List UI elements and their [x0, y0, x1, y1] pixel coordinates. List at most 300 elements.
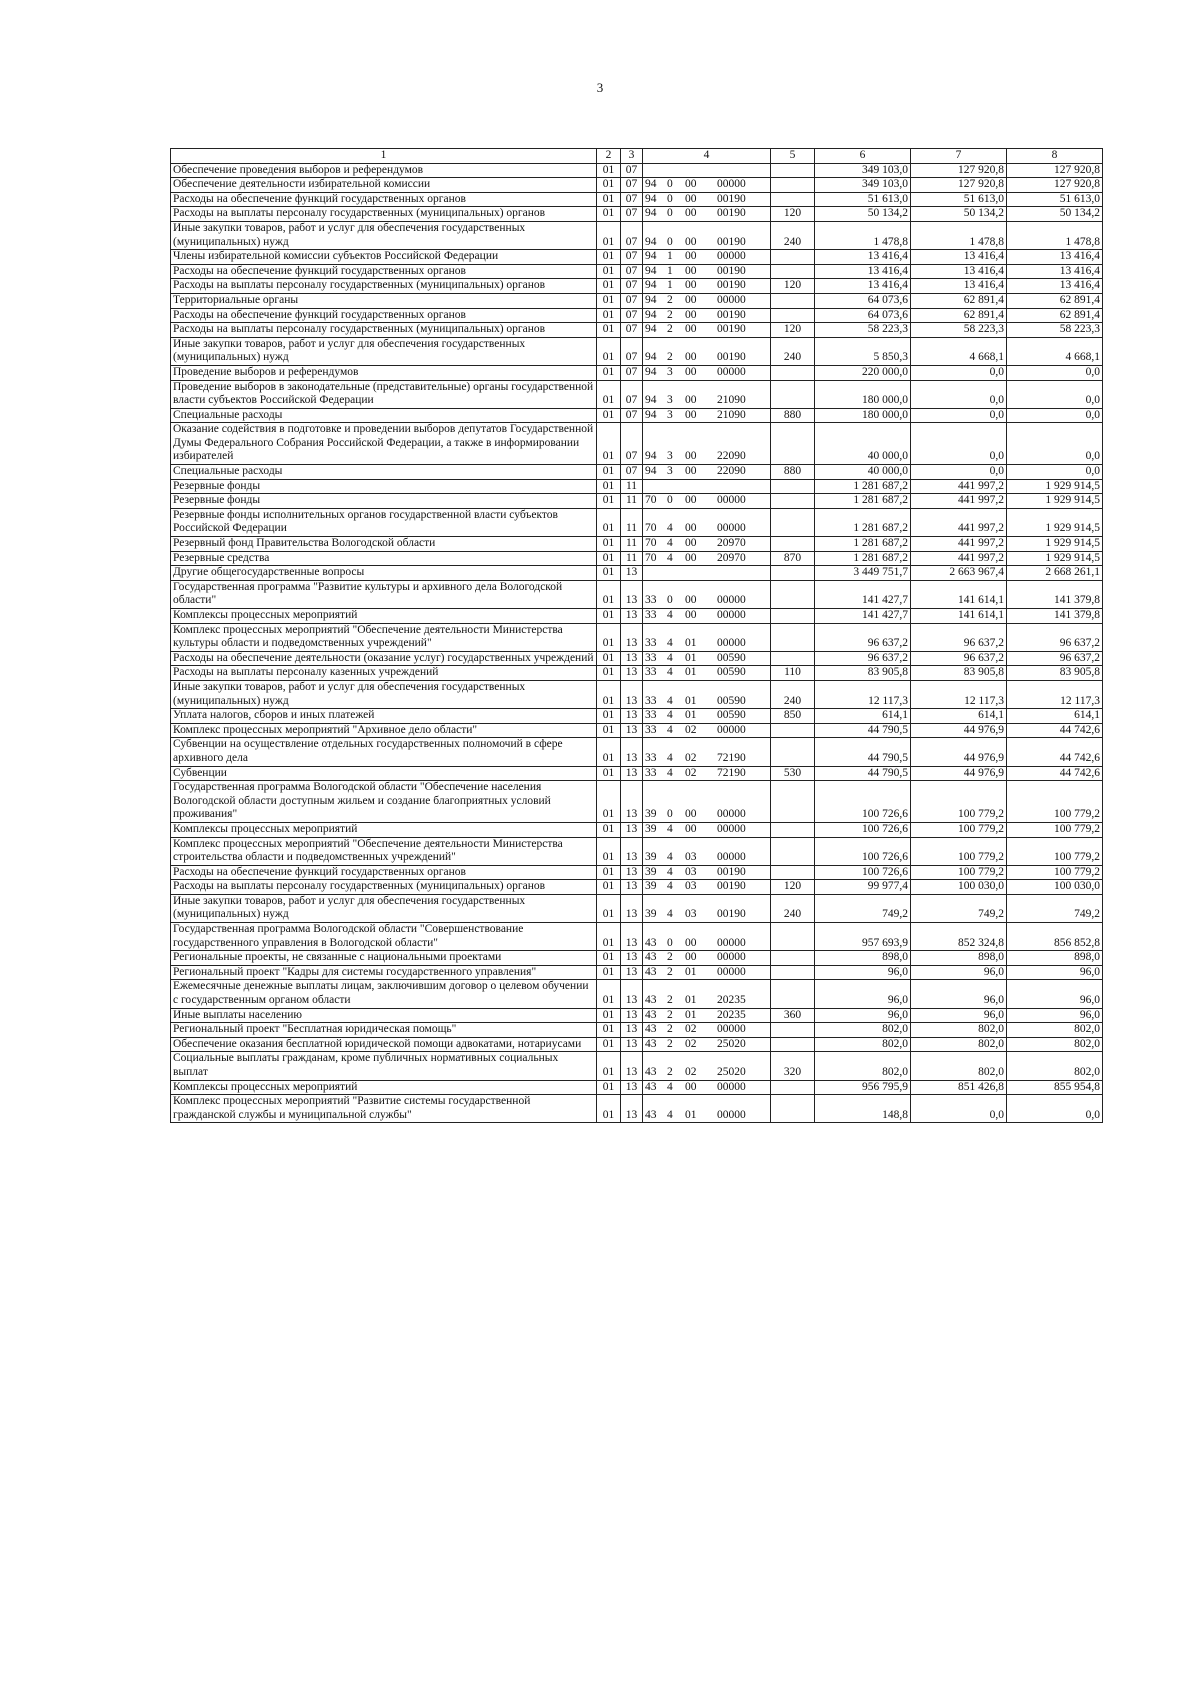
- row-section: 01: [597, 951, 621, 966]
- target-code-part: 00: [685, 494, 697, 507]
- row-target-code: [643, 279, 771, 294]
- row-amount-col6: 349 103,0: [815, 163, 911, 178]
- target-code-part: 00: [685, 936, 697, 949]
- row-amount-col8: 12 117,3: [1007, 680, 1103, 708]
- row-name: Государственная программа Вологодской области "Совершенствование государственного управления в Вологодской области": [171, 923, 597, 951]
- target-code-part: 4: [667, 537, 673, 550]
- row-expense-type: [771, 1037, 815, 1052]
- row-amount-col7: 0,0: [911, 380, 1007, 408]
- row-section: 01: [597, 308, 621, 323]
- target-code-part: 00: [685, 408, 697, 421]
- target-code-part: 94: [645, 264, 657, 277]
- row-target-code: [643, 923, 771, 951]
- target-code-part: 25020: [717, 1066, 746, 1078]
- row-amount-col6: 141 427,7: [815, 580, 911, 608]
- row-amount-col8: 100 779,2: [1007, 865, 1103, 880]
- row-subsection: 07: [621, 365, 643, 380]
- row-target-code: [643, 465, 771, 480]
- target-code-part: 00190: [717, 351, 746, 364]
- row-expense-type: [771, 822, 815, 837]
- row-amount-col6: 1 281 687,2: [815, 551, 911, 566]
- row-name: Расходы на обеспечение функций государственных органов: [171, 308, 597, 323]
- row-expense-type: [771, 423, 815, 465]
- target-code-part: 0: [667, 594, 673, 607]
- target-code-part: 43: [645, 994, 657, 1007]
- row-amount-col6: 64 073,6: [815, 293, 911, 308]
- row-name: Члены избирательной комиссии субъектов Российской Федерации: [171, 250, 597, 265]
- target-code-part: 43: [645, 1080, 657, 1093]
- row-amount-col7: 96,0: [911, 980, 1007, 1008]
- row-amount-col7: 62 891,4: [911, 308, 1007, 323]
- target-code-part: 00590: [717, 694, 746, 707]
- row-amount-col8: 96 637,2: [1007, 651, 1103, 666]
- row-name: Резервные фонды исполнительных органов государственной власти субъектов Российской Федерации: [171, 508, 597, 536]
- table-row: [171, 408, 1103, 423]
- row-amount-col8: 1 929 914,5: [1007, 508, 1103, 536]
- target-code-part: 2: [667, 994, 673, 1007]
- row-section: 01: [597, 221, 621, 249]
- row-amount-col8: 0,0: [1007, 365, 1103, 380]
- row-target-code: [643, 580, 771, 608]
- row-expense-type: 120: [771, 323, 815, 338]
- row-amount-col6: 1 281 687,2: [815, 508, 911, 536]
- row-subsection: 13: [621, 580, 643, 608]
- row-name: Расходы на выплаты персоналу государственных (муниципальных) органов: [171, 207, 597, 222]
- row-expense-type: [771, 537, 815, 552]
- row-section: 01: [597, 1080, 621, 1095]
- row-amount-col8: 100 779,2: [1007, 837, 1103, 865]
- table-row: [171, 279, 1103, 294]
- row-target-code: [643, 423, 771, 465]
- row-section: 01: [597, 1023, 621, 1038]
- row-amount-col7: 0,0: [911, 465, 1007, 480]
- row-name: Расходы на обеспечение функций государственных органов: [171, 865, 597, 880]
- row-amount-col7: 141 614,1: [911, 580, 1007, 608]
- target-code-part: 33: [645, 751, 657, 764]
- target-code-part: 72190: [717, 751, 746, 764]
- row-section: 01: [597, 264, 621, 279]
- row-section: 01: [597, 651, 621, 666]
- target-code-part: 01: [685, 666, 697, 679]
- row-amount-col8: 62 891,4: [1007, 293, 1103, 308]
- target-code-part: 00190: [717, 207, 746, 220]
- target-code-part: 21090: [717, 394, 746, 407]
- row-subsection: 13: [621, 1023, 643, 1038]
- row-expense-type: 320: [771, 1052, 815, 1080]
- row-section: 01: [597, 508, 621, 536]
- row-amount-col7: 96,0: [911, 965, 1007, 980]
- row-name: Обеспечение проведения выборов и референдумов: [171, 163, 597, 178]
- row-amount-col8: 1 929 914,5: [1007, 479, 1103, 494]
- row-section: 01: [597, 465, 621, 480]
- row-amount-col7: 127 920,8: [911, 163, 1007, 178]
- target-code-part: 4: [667, 766, 673, 779]
- row-section: 01: [597, 781, 621, 823]
- row-name: Субвенции на осуществление отдельных государственных полномочий в сфере архивного дела: [171, 738, 597, 766]
- row-amount-col8: 0,0: [1007, 465, 1103, 480]
- row-name: Комплекс процессных мероприятий "Архивное дело области": [171, 723, 597, 738]
- row-name: Государственная программа Вологодской области "Обеспечение населения Вологодской области доступным жильем и создание благоприятных условий проживания": [171, 781, 597, 823]
- target-code-part: 00: [685, 279, 697, 292]
- row-amount-col8: 83 905,8: [1007, 666, 1103, 681]
- row-section: 01: [597, 980, 621, 1008]
- target-code-part: 0: [667, 936, 673, 949]
- row-name: Комплексы процессных мероприятий: [171, 1080, 597, 1095]
- row-target-code: [643, 207, 771, 222]
- row-name: Иные выплаты населению: [171, 1008, 597, 1023]
- row-expense-type: [771, 623, 815, 651]
- row-target-code: [643, 537, 771, 552]
- table-row: [171, 951, 1103, 966]
- target-code-part: 00: [685, 808, 697, 821]
- row-name: Региональный проект "Бесплатная юридическая помощь": [171, 1023, 597, 1038]
- target-code-part: 2: [667, 1037, 673, 1050]
- row-amount-col7: 96,0: [911, 1008, 1007, 1023]
- table-row: [171, 308, 1103, 323]
- row-amount-col6: 956 795,9: [815, 1080, 911, 1095]
- target-code-part: 02: [685, 1037, 697, 1050]
- target-code-part: 20970: [717, 537, 746, 550]
- target-code-part: 00: [685, 192, 697, 205]
- target-code-part: 01: [685, 1108, 697, 1121]
- row-amount-col7: 100 779,2: [911, 781, 1007, 823]
- row-name: Иные закупки товаров, работ и услуг для обеспечения государственных (муниципальных) нужд: [171, 221, 597, 249]
- row-amount-col7: 96 637,2: [911, 623, 1007, 651]
- table-row: [171, 479, 1103, 494]
- table-row: [171, 508, 1103, 536]
- row-section: 01: [597, 623, 621, 651]
- target-code-part: 94: [645, 408, 657, 421]
- target-code-part: 94: [645, 365, 657, 378]
- row-amount-col7: 852 324,8: [911, 923, 1007, 951]
- target-code-part: 00590: [717, 666, 746, 679]
- row-target-code: [643, 323, 771, 338]
- row-subsection: 07: [621, 279, 643, 294]
- row-amount-col6: 96,0: [815, 965, 911, 980]
- table-row: [171, 192, 1103, 207]
- row-subsection: 13: [621, 1080, 643, 1095]
- table-row: [171, 1052, 1103, 1080]
- row-amount-col8: 100 779,2: [1007, 822, 1103, 837]
- table-row: [171, 609, 1103, 624]
- target-code-part: 00000: [717, 822, 746, 835]
- budget-table: [170, 148, 1103, 1123]
- row-subsection: 11: [621, 494, 643, 509]
- row-name: Расходы на обеспечение деятельности (оказание услуг) государственных учреждений: [171, 651, 597, 666]
- row-subsection: 13: [621, 837, 643, 865]
- row-target-code: [643, 880, 771, 895]
- row-amount-col7: 141 614,1: [911, 609, 1007, 624]
- row-amount-col6: 96,0: [815, 980, 911, 1008]
- table-row: [171, 709, 1103, 724]
- target-code-part: 01: [685, 1008, 697, 1021]
- row-amount-col6: 180 000,0: [815, 408, 911, 423]
- target-code-part: 03: [685, 880, 697, 893]
- target-code-part: 4: [667, 865, 673, 878]
- target-code-part: 00190: [717, 264, 746, 277]
- target-code-part: 02: [685, 751, 697, 764]
- row-target-code: [643, 709, 771, 724]
- row-expense-type: [771, 494, 815, 509]
- row-amount-col6: 148,8: [815, 1095, 911, 1123]
- row-amount-col7: 44 976,9: [911, 723, 1007, 738]
- row-amount-col8: 127 920,8: [1007, 178, 1103, 193]
- target-code-part: 02: [685, 1023, 697, 1036]
- row-expense-type: [771, 479, 815, 494]
- row-target-code: [643, 508, 771, 536]
- target-code-part: 00000: [717, 965, 746, 978]
- row-amount-col8: 749,2: [1007, 894, 1103, 922]
- target-code-part: 4: [667, 723, 673, 736]
- row-amount-col8: 1 929 914,5: [1007, 537, 1103, 552]
- row-subsection: 07: [621, 308, 643, 323]
- row-expense-type: 880: [771, 408, 815, 423]
- row-name: Расходы на выплаты персоналу государственных (муниципальных) органов: [171, 880, 597, 895]
- row-subsection: 13: [621, 651, 643, 666]
- row-amount-col8: 802,0: [1007, 1037, 1103, 1052]
- header-cell: 5: [771, 149, 815, 164]
- row-expense-type: [771, 865, 815, 880]
- target-code-part: 00190: [717, 235, 746, 248]
- target-code-part: 39: [645, 880, 657, 893]
- row-amount-col7: 100 779,2: [911, 865, 1007, 880]
- row-target-code: [643, 965, 771, 980]
- target-code-part: 03: [685, 865, 697, 878]
- row-subsection: 13: [621, 1095, 643, 1123]
- target-code-part: 00190: [717, 865, 746, 878]
- row-amount-col7: 0,0: [911, 423, 1007, 465]
- row-section: 01: [597, 337, 621, 365]
- row-name: Региональный проект "Кадры для системы государственного управления": [171, 965, 597, 980]
- row-amount-col8: 0,0: [1007, 408, 1103, 423]
- target-code-part: 2: [667, 293, 673, 306]
- row-amount-col6: 1 281 687,2: [815, 479, 911, 494]
- target-code-part: 00000: [717, 1108, 746, 1121]
- target-code-part: 33: [645, 651, 657, 664]
- row-amount-col6: 898,0: [815, 951, 911, 966]
- target-code-part: 0: [667, 207, 673, 220]
- target-code-part: 70: [645, 494, 657, 507]
- table-row: [171, 738, 1103, 766]
- target-code-part: 4: [667, 551, 673, 564]
- table-row: [171, 423, 1103, 465]
- row-amount-col8: 141 379,8: [1007, 609, 1103, 624]
- row-amount-col8: 100 779,2: [1007, 781, 1103, 823]
- target-code-part: 22090: [717, 465, 746, 478]
- target-code-part: 43: [645, 1008, 657, 1021]
- row-amount-col7: 13 416,4: [911, 264, 1007, 279]
- row-target-code: [643, 494, 771, 509]
- row-subsection: 13: [621, 822, 643, 837]
- row-subsection: 13: [621, 1052, 643, 1080]
- row-amount-col7: 12 117,3: [911, 680, 1007, 708]
- row-subsection: 07: [621, 221, 643, 249]
- row-amount-col6: 100 726,6: [815, 822, 911, 837]
- row-section: 01: [597, 178, 621, 193]
- row-amount-col7: 100 779,2: [911, 837, 1007, 865]
- target-code-part: 00: [685, 178, 697, 191]
- row-amount-col8: 802,0: [1007, 1052, 1103, 1080]
- target-code-part: 43: [645, 1108, 657, 1121]
- row-name: Специальные расходы: [171, 465, 597, 480]
- row-expense-type: [771, 1095, 815, 1123]
- target-code-part: 33: [645, 594, 657, 607]
- table-row: [171, 465, 1103, 480]
- row-name: Комплекс процессных мероприятий "Развитие системы государственной гражданской службы и муниципальной службы": [171, 1095, 597, 1123]
- row-name: Другие общегосударственные вопросы: [171, 566, 597, 581]
- row-expense-type: 850: [771, 709, 815, 724]
- table-row: [171, 781, 1103, 823]
- target-code-part: 20235: [717, 994, 746, 1007]
- row-amount-col7: 802,0: [911, 1037, 1007, 1052]
- row-amount-col6: 44 790,5: [815, 738, 911, 766]
- target-code-part: 1: [667, 250, 673, 263]
- target-code-part: 3: [667, 365, 673, 378]
- target-code-part: 00: [685, 450, 697, 463]
- row-expense-type: [771, 980, 815, 1008]
- target-code-part: 20970: [717, 551, 746, 564]
- row-amount-col8: 13 416,4: [1007, 264, 1103, 279]
- row-amount-col8: 51 613,0: [1007, 192, 1103, 207]
- row-expense-type: 880: [771, 465, 815, 480]
- row-amount-col6: 957 693,9: [815, 923, 911, 951]
- row-target-code: [643, 380, 771, 408]
- row-subsection: 13: [621, 965, 643, 980]
- target-code-part: 2: [667, 951, 673, 964]
- row-expense-type: 120: [771, 279, 815, 294]
- target-code-part: 00: [685, 537, 697, 550]
- row-amount-col7: 100 030,0: [911, 880, 1007, 895]
- row-name: Резервный фонд Правительства Вологодской области: [171, 537, 597, 552]
- row-section: 01: [597, 1008, 621, 1023]
- row-section: 01: [597, 723, 621, 738]
- table-row: [171, 965, 1103, 980]
- row-amount-col6: 13 416,4: [815, 264, 911, 279]
- row-name: Обеспечение оказания бесплатной юридической помощи адвокатами, нотариусами: [171, 1037, 597, 1052]
- row-name: Ежемесячные денежные выплаты лицам, заключившим договор о целевом обучении с государственным органом области: [171, 980, 597, 1008]
- row-expense-type: [771, 723, 815, 738]
- target-code-part: 00000: [717, 808, 746, 821]
- table-row: [171, 1037, 1103, 1052]
- table-row: [171, 537, 1103, 552]
- row-amount-col6: 3 449 751,7: [815, 566, 911, 581]
- row-section: 01: [597, 1037, 621, 1052]
- row-amount-col7: 50 134,2: [911, 207, 1007, 222]
- target-code-part: 00000: [717, 723, 746, 736]
- target-code-part: 94: [645, 308, 657, 321]
- target-code-part: 01: [685, 651, 697, 664]
- row-section: 01: [597, 923, 621, 951]
- row-amount-col8: 62 891,4: [1007, 308, 1103, 323]
- target-code-part: 00000: [717, 293, 746, 306]
- row-amount-col8: 50 134,2: [1007, 207, 1103, 222]
- row-subsection: 07: [621, 423, 643, 465]
- target-code-part: 00: [685, 207, 697, 220]
- target-code-part: 4: [667, 651, 673, 664]
- table-row: [171, 822, 1103, 837]
- row-expense-type: 110: [771, 666, 815, 681]
- row-expense-type: 120: [771, 880, 815, 895]
- row-subsection: 13: [621, 880, 643, 895]
- row-target-code: [643, 680, 771, 708]
- row-amount-col6: 44 790,5: [815, 766, 911, 781]
- row-amount-col8: 13 416,4: [1007, 279, 1103, 294]
- target-code-part: 4: [667, 851, 673, 864]
- row-section: 01: [597, 822, 621, 837]
- table-row: [171, 865, 1103, 880]
- target-code-part: 1: [667, 264, 673, 277]
- row-amount-col7: 58 223,3: [911, 323, 1007, 338]
- target-code-part: 3: [667, 408, 673, 421]
- target-code-part: 94: [645, 279, 657, 292]
- target-code-part: 94: [645, 450, 657, 463]
- row-amount-col7: 441 997,2: [911, 551, 1007, 566]
- header-cell: 4: [643, 149, 771, 164]
- table-row: [171, 566, 1103, 581]
- header-cell: 6: [815, 149, 911, 164]
- row-section: 01: [597, 279, 621, 294]
- row-expense-type: 870: [771, 551, 815, 566]
- row-amount-col8: 855 954,8: [1007, 1080, 1103, 1095]
- table-row: [171, 980, 1103, 1008]
- row-amount-col7: 0,0: [911, 365, 1007, 380]
- row-section: 01: [597, 709, 621, 724]
- target-code-part: 01: [685, 637, 697, 650]
- row-amount-col6: 1 478,8: [815, 221, 911, 249]
- target-code-part: 94: [645, 250, 657, 263]
- row-subsection: 07: [621, 207, 643, 222]
- target-code-part: 00590: [717, 709, 746, 722]
- target-code-part: 02: [685, 723, 697, 736]
- row-target-code: [643, 221, 771, 249]
- row-name: Специальные расходы: [171, 408, 597, 423]
- target-code-part: 43: [645, 1037, 657, 1050]
- target-code-part: 00000: [717, 250, 746, 263]
- row-amount-col8: 0,0: [1007, 1095, 1103, 1123]
- row-amount-col7: 0,0: [911, 408, 1007, 423]
- target-code-part: 0: [667, 235, 673, 248]
- target-code-part: 94: [645, 394, 657, 407]
- row-section: 01: [597, 163, 621, 178]
- row-amount-col8: 1 478,8: [1007, 221, 1103, 249]
- row-target-code: [643, 178, 771, 193]
- row-amount-col8: 96,0: [1007, 980, 1103, 1008]
- row-subsection: 07: [621, 408, 643, 423]
- target-code-part: 01: [685, 965, 697, 978]
- row-amount-col6: 13 416,4: [815, 279, 911, 294]
- row-target-code: [643, 566, 771, 581]
- table-row: [171, 923, 1103, 951]
- row-name: Проведение выборов в законодательные (представительные) органы государственной власти субъектов Российской Федерации: [171, 380, 597, 408]
- target-code-part: 4: [667, 709, 673, 722]
- row-amount-col8: 100 030,0: [1007, 880, 1103, 895]
- row-amount-col7: 44 976,9: [911, 766, 1007, 781]
- target-code-part: 70: [645, 522, 657, 535]
- row-amount-col7: 127 920,8: [911, 178, 1007, 193]
- row-amount-col6: 802,0: [815, 1052, 911, 1080]
- row-expense-type: [771, 178, 815, 193]
- target-code-part: 39: [645, 851, 657, 864]
- header-cell: 2: [597, 149, 621, 164]
- row-target-code: [643, 980, 771, 1008]
- target-code-part: 00000: [717, 637, 746, 650]
- table-row: [171, 551, 1103, 566]
- row-expense-type: [771, 508, 815, 536]
- row-target-code: [643, 264, 771, 279]
- target-code-part: 94: [645, 465, 657, 478]
- row-amount-col6: 100 726,6: [815, 837, 911, 865]
- target-code-part: 22090: [717, 450, 746, 463]
